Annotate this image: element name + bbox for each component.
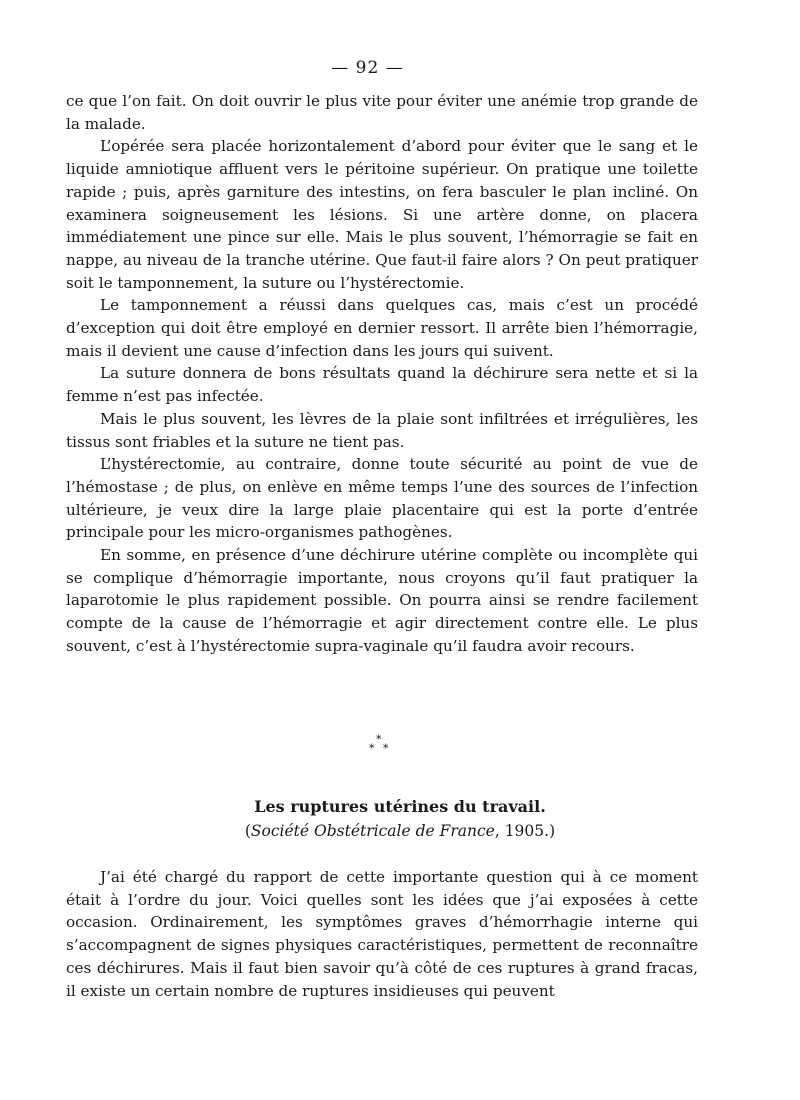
paragraph: En somme, en présence d’une déchirure utérine complète ou incomplète qui se complique d’hémorragie importante, nous croyons qu’il faut pratiquer la laparotomie le plus rapidement possible. On pourra ainsi se rendre facilement compte de la cause de l’hémorragie et agir directement contre elle. Le plus souvent, c’est à l’hystérectomie supra-vaginale qu’il faudra avoir recours. <box>66 546 698 655</box>
section-source-name: Société Obstétricale de France <box>250 822 495 840</box>
paragraph: L’hystérectomie, au contraire, donne toute sécurité au point de vue de l’hémostase ; de plus, on enlève en même temps l’une des sources de l’infection ultérieure, je veux dire la large plaie placentaire qui est la porte d’entrée principale pour les micro-organismes pathogènes. <box>66 455 698 542</box>
paragraph: Mais le plus souvent, les lèvres de la plaie sont infiltrées et irrégulières, les tissus sont friables et la suture ne tient pas. <box>66 409 698 451</box>
section-title: Les ruptures utérines du travail. <box>254 797 546 816</box>
paragraph: L’opérée sera placée horizontalement d’abord pour éviter que le sang et le liquide amniotique affluent vers le péritoine supérieur. On pratique une toilette rapide ; puis, après garniture des intestins, on fera basculer le plan incliné. On examinera soigneusement les lésions. Si une artère donne, on placera immédiatement une pince sur elle. Mais le plus souvent, l’hémorragie se fait en nappe, au niveau de la tranche utérine. Que faut-il faire alors ? On peut pratiquer soit le tamponnement, la suture ou l’hystérectomie. <box>66 137 698 292</box>
paragraph: ce que l’on fait. On doit ouvrir le plus vite pour éviter une anémie trop grande de la malade. <box>66 92 698 133</box>
paragraph: J’ai été chargé du rapport de cette importante question qui à ce moment était à l’ordre du jour. Voici quelles sont les idées que j’ai exposées à cette occasion. Ordinairement, les symptômes graves d’hémorrhagie interne qui s’accompagnent de signes physiques caractéristiques, permettent de reconnaître ces déchirures. Mais il faut bien savoir qu’à côté de ces ruptures à grand fracas, il existe un certain nombre de ruptures insidieuses qui peuvent <box>66 868 698 1000</box>
body-text-bottom <box>66 866 698 1002</box>
asterism-star: * <box>376 733 382 746</box>
paragraph: Le tamponnement a réussi dans quelques cas, mais c’est un procédé d’exception qui doit être employé en dernier ressort. Il arrête bien l’hémorragie, mais il devient une cause d’infection dans les jours qui suivent. <box>66 296 698 360</box>
section-source-year: , 1905.) <box>494 822 556 840</box>
page-number: — 92 — <box>331 58 404 78</box>
paragraph: La suture donnera de bons résultats quand la déchirure sera nette et si la femme n’est pas infectée. <box>66 364 698 406</box>
body-text-top <box>66 90 698 658</box>
asterism-star: * <box>369 742 375 755</box>
asterism-divider <box>360 734 400 764</box>
section-source-open: ( <box>244 822 251 840</box>
asterism-star: * <box>383 742 389 755</box>
section-source <box>0 822 800 840</box>
